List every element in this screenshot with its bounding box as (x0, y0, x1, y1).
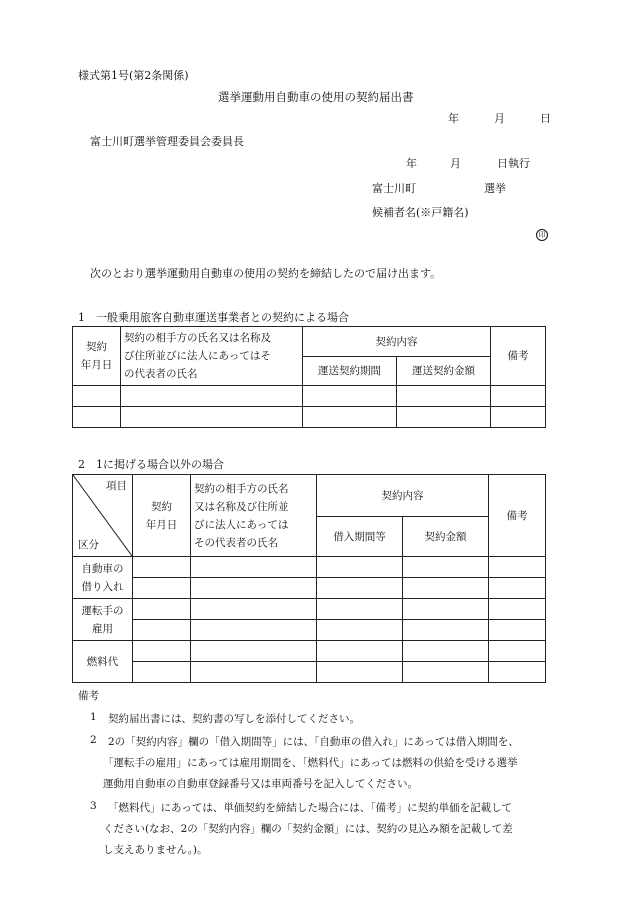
note-text: 2の「契約内容」欄の「借入期間等」には、「自動車の借入れ」にあっては借入期間を、 (108, 736, 519, 748)
table-cell[interactable] (121, 386, 303, 407)
table-cell[interactable] (191, 578, 317, 599)
table-cell[interactable] (491, 407, 546, 428)
election-held: 日執行 (497, 157, 530, 170)
table-cell[interactable] (191, 641, 317, 662)
candidate-name-label: 候補者名(※戸籍名) (372, 206, 469, 219)
election-month: 月 (450, 157, 461, 170)
s1-header-period: 運送契約期間 (303, 357, 397, 386)
s2-row-label-fuel: 燃料代 (73, 641, 133, 683)
s2-item-label: 項目 (106, 480, 127, 492)
table-row (73, 662, 546, 683)
s1-header-party: 契約の相手方の氏名又は名称及 び住所並びに法人にあってはそ の代表者の氏名 (121, 327, 303, 386)
document-title: 選挙運動用自動車の使用の契約届出書 (218, 90, 414, 104)
table-cell[interactable] (133, 641, 191, 662)
table-cell[interactable] (397, 407, 491, 428)
table-cell[interactable] (403, 578, 489, 599)
table-row (73, 620, 546, 641)
notes-heading: 備考 (78, 690, 99, 702)
note-text: 「燃料代」にあっては、単価契約を締結した場合には、「備考」に契約単価を記載して (108, 802, 513, 814)
note-text: 「運転手の雇用」にあっては雇用期間を、「燃料代」にあっては燃料の供給を受ける選挙 (103, 757, 518, 769)
note-number: 1 (90, 711, 97, 723)
s2-header-amount: 契約金額 (403, 517, 489, 557)
table-cell[interactable] (397, 386, 491, 407)
table-cell[interactable] (191, 557, 317, 578)
table-cell[interactable] (191, 620, 317, 641)
s1-header-content: 契約内容 (303, 327, 491, 357)
table-row (73, 557, 546, 578)
table-cell[interactable] (489, 641, 546, 662)
s1-header-remarks: 備考 (491, 327, 546, 386)
table-cell[interactable] (133, 557, 191, 578)
section2-table (72, 474, 546, 683)
table-cell[interactable] (403, 599, 489, 620)
section2-heading: 2 1に掲げる場合以外の場合 (78, 458, 224, 471)
table-cell[interactable] (317, 557, 403, 578)
seal-mark: 印 (536, 227, 548, 241)
table-cell[interactable] (317, 641, 403, 662)
table-cell[interactable] (403, 557, 489, 578)
table-cell[interactable] (489, 620, 546, 641)
table-cell[interactable] (317, 620, 403, 641)
s2-header-remarks: 備考 (489, 475, 546, 557)
date-day: 日 (540, 112, 551, 125)
table-cell[interactable] (489, 578, 546, 599)
table-cell[interactable] (133, 599, 191, 620)
table-cell[interactable] (491, 386, 546, 407)
section1-table (72, 326, 546, 428)
table-cell[interactable] (489, 599, 546, 620)
s2-header-content: 契約内容 (317, 475, 489, 517)
date-month: 月 (494, 112, 505, 125)
table-cell[interactable] (403, 641, 489, 662)
table-cell[interactable] (317, 599, 403, 620)
note-number: 3 (90, 800, 97, 812)
form-number: 様式第1号(第2条関係) (78, 69, 189, 82)
table-cell[interactable] (73, 386, 121, 407)
table-cell[interactable] (317, 578, 403, 599)
table-cell[interactable] (133, 662, 191, 683)
table-cell[interactable] (317, 662, 403, 683)
date-year: 年 (448, 112, 459, 125)
s2-row-label-vehicle: 自動車の 借り入れ (73, 557, 133, 599)
table-cell[interactable] (133, 620, 191, 641)
election-suffix: 選挙 (484, 182, 506, 195)
table-cell[interactable] (133, 578, 191, 599)
table-cell[interactable] (191, 662, 317, 683)
table-row (73, 386, 546, 407)
s2-row-label-driver: 運転手の 雇用 (73, 599, 133, 641)
table-cell[interactable] (191, 599, 317, 620)
table-cell[interactable] (73, 407, 121, 428)
table-cell[interactable] (489, 557, 546, 578)
s2-category-label: 区分 (78, 539, 99, 551)
s2-header-date: 契約 年月日 (133, 475, 191, 557)
table-row (73, 407, 546, 428)
election-town: 富士川町 (372, 182, 416, 195)
s1-header-date: 契約 年月日 (73, 327, 121, 386)
note-text: 運動用自動車の自動車登録番号又は車両番号を記入してください。 (103, 778, 418, 790)
section1-heading: 1 一般乗用旅客自動車運送事業者との契約による場合 (78, 311, 349, 324)
note-text: し支えありません。)。 (103, 844, 208, 856)
table-row (73, 641, 546, 662)
s2-header-party: 契約の相手方の氏名 又は名称及び住所並 びに法人にあっては その代表者の氏名 (191, 475, 317, 557)
table-cell[interactable] (403, 620, 489, 641)
table-cell[interactable] (303, 407, 397, 428)
table-row (73, 599, 546, 620)
table-cell[interactable] (489, 662, 546, 683)
note-number: 2 (90, 734, 97, 746)
note-text: ください(なお、2の「契約内容」欄の「契約金額」には、契約の見込み額を記載して差 (103, 823, 513, 835)
s1-header-amount: 運送契約金額 (397, 357, 491, 386)
election-year: 年 (406, 157, 417, 170)
addressee: 富士川町選挙管理委員会委員長 (90, 135, 244, 148)
note-text: 契約届出書には、契約書の写しを添付してください。 (108, 713, 360, 725)
s2-header-period: 借入期間等 (317, 517, 403, 557)
intro-statement: 次のとおり選挙運動用自動車の使用の契約を締結したので届け出ます。 (90, 267, 442, 280)
table-row (73, 578, 546, 599)
s2-diagonal-header (73, 475, 133, 557)
table-cell[interactable] (403, 662, 489, 683)
table-cell[interactable] (121, 407, 303, 428)
table-cell[interactable] (303, 386, 397, 407)
